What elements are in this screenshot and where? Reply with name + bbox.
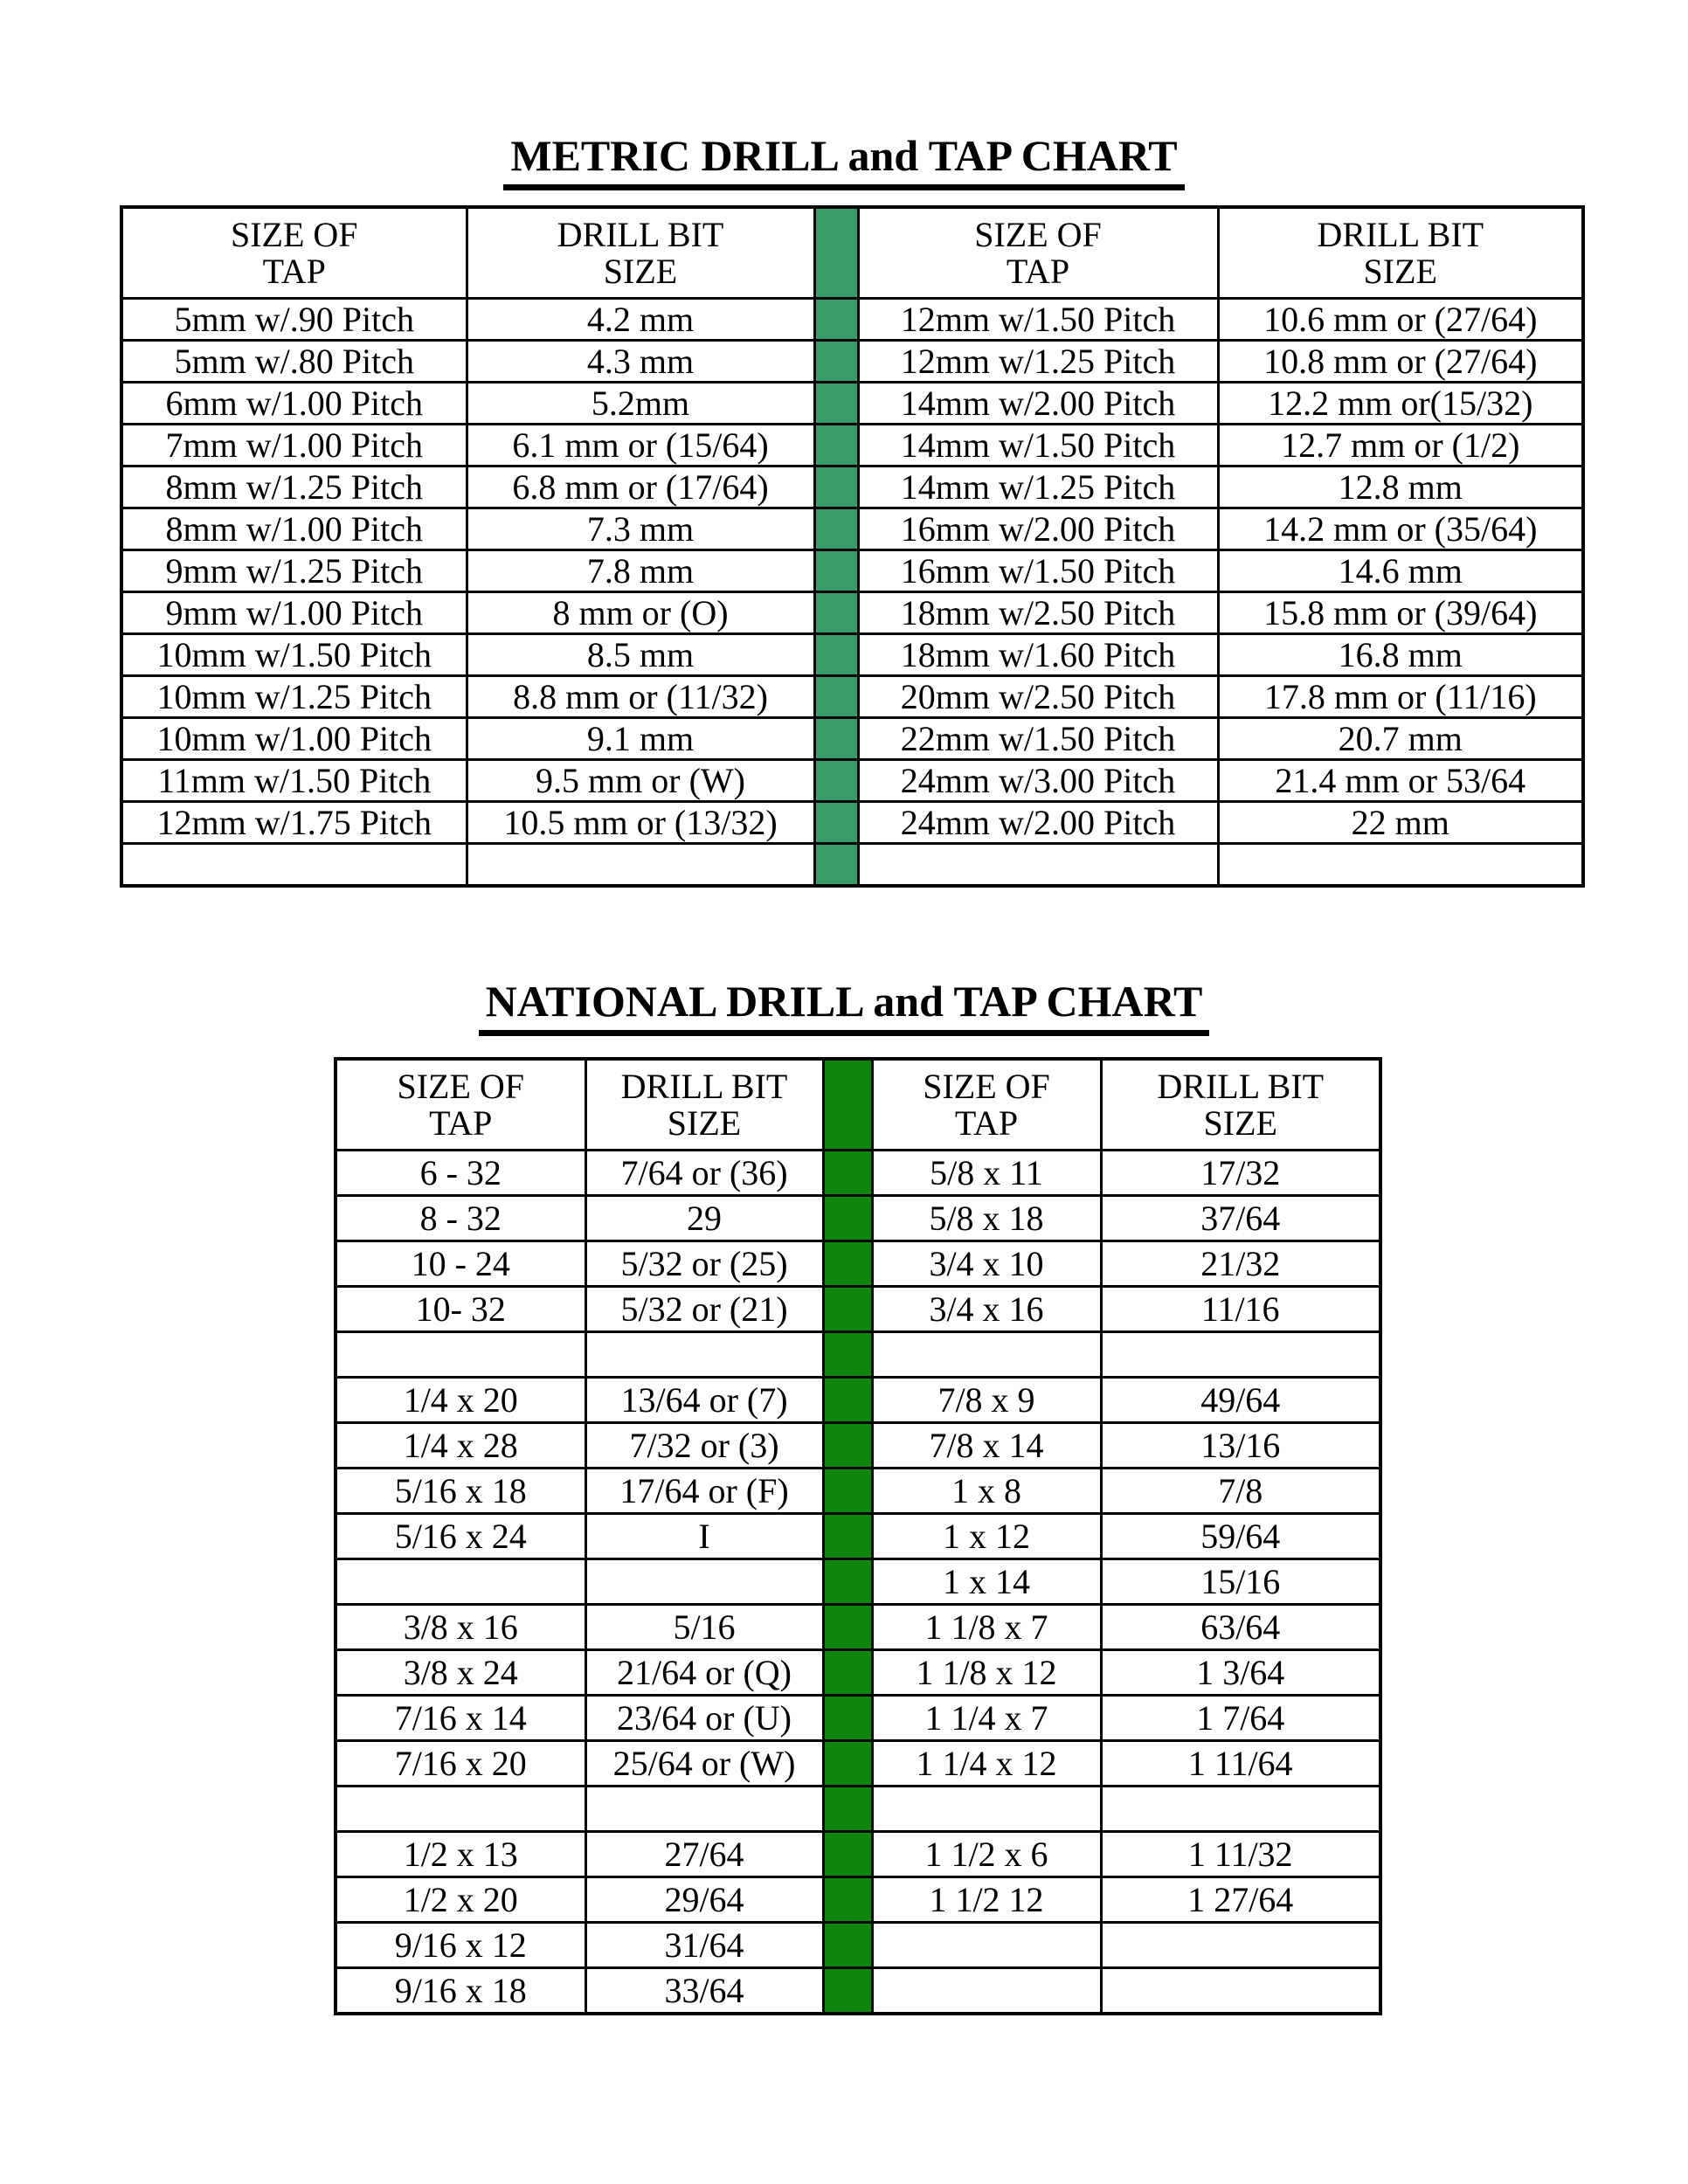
separator-cell bbox=[814, 341, 858, 383]
table-row bbox=[336, 1923, 1380, 1968]
tap-size-cell: 14mm w/1.25 Pitch bbox=[858, 467, 1218, 508]
header-line: SIZE OF bbox=[923, 1066, 1050, 1106]
tap-size-cell: 12mm w/1.50 Pitch bbox=[858, 299, 1218, 341]
separator-cell bbox=[823, 1696, 872, 1741]
separator-cell bbox=[823, 1968, 872, 2015]
drill-bit-size-cell: 27/64 bbox=[585, 1832, 823, 1877]
table-row bbox=[336, 1287, 1380, 1332]
separator-cell bbox=[823, 1514, 872, 1559]
separator-cell bbox=[823, 1469, 872, 1514]
separator-cell bbox=[814, 508, 858, 550]
tap-size-cell: 3/8 x 16 bbox=[336, 1605, 585, 1650]
drill-bit-size-cell: 21/64 or (Q) bbox=[585, 1650, 823, 1696]
tap-size-header bbox=[858, 207, 1218, 299]
separator-cell bbox=[814, 676, 858, 718]
tap-size-cell: 7mm w/1.00 Pitch bbox=[121, 425, 467, 467]
table-row bbox=[121, 676, 1583, 718]
header-line: TAP bbox=[1006, 251, 1070, 291]
table-row bbox=[121, 634, 1583, 676]
tap-size-cell: 22mm w/1.50 Pitch bbox=[858, 718, 1218, 760]
drill-bit-size-cell: 6.1 mm or (15/64) bbox=[467, 425, 814, 467]
drill-bit-size-cell: 10.6 mm or (27/64) bbox=[1218, 299, 1583, 341]
drill-bit-size-cell: 29/64 bbox=[585, 1877, 823, 1923]
drill-bit-size-cell: 17/64 or (F) bbox=[585, 1469, 823, 1514]
drill-bit-size-cell: 12.8 mm bbox=[1218, 467, 1583, 508]
separator-cell bbox=[814, 802, 858, 844]
header-line: SIZE OF bbox=[974, 214, 1102, 254]
drill-bit-size-cell: 1 3/64 bbox=[1101, 1650, 1380, 1696]
separator-cell bbox=[814, 425, 858, 467]
tap-size-cell bbox=[872, 1787, 1101, 1832]
drill-bit-size-cell: 25/64 or (W) bbox=[585, 1741, 823, 1787]
separator-cell bbox=[814, 844, 858, 887]
drill-bit-size-cell bbox=[1218, 844, 1583, 887]
table-row bbox=[336, 1241, 1380, 1287]
tap-size-cell: 9mm w/1.00 Pitch bbox=[121, 592, 467, 634]
tap-size-cell: 14mm w/1.50 Pitch bbox=[858, 425, 1218, 467]
drill-bit-size-cell bbox=[585, 1559, 823, 1605]
drill-bit-size-cell: 29 bbox=[585, 1196, 823, 1241]
table-row bbox=[121, 383, 1583, 425]
drill-bit-size-cell: 1 7/64 bbox=[1101, 1696, 1380, 1741]
tap-size-cell: 10- 32 bbox=[336, 1287, 585, 1332]
table-row bbox=[336, 1650, 1380, 1696]
tap-size-cell: 5mm w/.90 Pitch bbox=[121, 299, 467, 341]
tap-size-cell bbox=[336, 1332, 585, 1378]
drill-bit-size-cell: 5/32 or (25) bbox=[585, 1241, 823, 1287]
drill-bit-size-cell: 16.8 mm bbox=[1218, 634, 1583, 676]
drill-bit-size-cell: 31/64 bbox=[585, 1923, 823, 1968]
tap-size-cell: 16mm w/1.50 Pitch bbox=[858, 550, 1218, 592]
metric-chart-title-text: METRIC DRILL and TAP CHART bbox=[503, 131, 1184, 190]
drill-bit-size-cell: 8.5 mm bbox=[467, 634, 814, 676]
separator-cell bbox=[814, 718, 858, 760]
tap-size-cell: 3/4 x 10 bbox=[872, 1241, 1101, 1287]
drill-bit-size-cell: 6.8 mm or (17/64) bbox=[467, 467, 814, 508]
table-row bbox=[336, 1877, 1380, 1923]
metric-header-row bbox=[121, 207, 1583, 299]
drill-bit-size-header bbox=[1101, 1059, 1380, 1151]
header-line: SIZE OF bbox=[230, 214, 358, 254]
table-row bbox=[336, 1832, 1380, 1877]
tap-size-header bbox=[121, 207, 467, 299]
table-row bbox=[336, 1741, 1380, 1787]
tap-size-cell: 5mm w/.80 Pitch bbox=[121, 341, 467, 383]
table-row bbox=[121, 844, 1583, 887]
tap-size-cell: 1 1/8 x 12 bbox=[872, 1650, 1101, 1696]
table-row bbox=[336, 1559, 1380, 1605]
drill-bit-size-cell: 63/64 bbox=[1101, 1605, 1380, 1650]
table-row bbox=[336, 1968, 1380, 2015]
table-row bbox=[336, 1423, 1380, 1469]
drill-bit-size-cell: 7.3 mm bbox=[467, 508, 814, 550]
metric-drill-tap-table bbox=[120, 205, 1585, 888]
header-line: DRILL BIT bbox=[620, 1066, 788, 1106]
table-row bbox=[121, 508, 1583, 550]
table-row bbox=[121, 299, 1583, 341]
separator-cell bbox=[823, 1923, 872, 1968]
drill-bit-size-cell: 37/64 bbox=[1101, 1196, 1380, 1241]
tap-size-cell bbox=[858, 844, 1218, 887]
tap-size-cell: 6mm w/1.00 Pitch bbox=[121, 383, 467, 425]
metric-chart-title bbox=[0, 131, 1688, 190]
table-row bbox=[121, 467, 1583, 508]
national-chart-title-text: NATIONAL DRILL and TAP CHART bbox=[479, 977, 1210, 1036]
separator-cell bbox=[823, 1559, 872, 1605]
separator-cell bbox=[823, 1605, 872, 1650]
tap-size-cell: 3/8 x 24 bbox=[336, 1650, 585, 1696]
tap-size-cell: 1/2 x 20 bbox=[336, 1877, 585, 1923]
drill-bit-size-cell: 13/16 bbox=[1101, 1423, 1380, 1469]
header-line: DRILL BIT bbox=[1317, 214, 1484, 254]
table-row bbox=[336, 1469, 1380, 1514]
drill-bit-size-cell: 20.7 mm bbox=[1218, 718, 1583, 760]
separator-cell bbox=[823, 1423, 872, 1469]
separator-cell bbox=[814, 383, 858, 425]
tap-size-cell: 1 1/4 x 7 bbox=[872, 1696, 1101, 1741]
tap-size-cell: 8mm w/1.00 Pitch bbox=[121, 508, 467, 550]
drill-bit-size-cell: 10.8 mm or (27/64) bbox=[1218, 341, 1583, 383]
tap-size-cell: 7/16 x 14 bbox=[336, 1696, 585, 1741]
separator-cell bbox=[814, 592, 858, 634]
tap-size-header bbox=[336, 1059, 585, 1151]
tap-size-cell: 1 1/2 x 6 bbox=[872, 1832, 1101, 1877]
header-line: SIZE bbox=[603, 251, 678, 291]
separator-cell bbox=[823, 1287, 872, 1332]
drill-bit-size-cell bbox=[1101, 1787, 1380, 1832]
tap-size-cell: 1/4 x 28 bbox=[336, 1423, 585, 1469]
separator-cell bbox=[823, 1741, 872, 1787]
tap-size-cell: 11mm w/1.50 Pitch bbox=[121, 760, 467, 802]
drill-bit-size-cell: 11/16 bbox=[1101, 1287, 1380, 1332]
tap-size-cell: 7/8 x 9 bbox=[872, 1378, 1101, 1423]
tap-size-cell: 3/4 x 16 bbox=[872, 1287, 1101, 1332]
drill-bit-size-cell: 49/64 bbox=[1101, 1378, 1380, 1423]
tap-size-cell bbox=[872, 1923, 1101, 1968]
drill-bit-size-cell: 23/64 or (U) bbox=[585, 1696, 823, 1741]
drill-bit-size-cell: 9.1 mm bbox=[467, 718, 814, 760]
separator-cell bbox=[823, 1650, 872, 1696]
separator-cell bbox=[823, 1877, 872, 1923]
tap-size-cell: 1/4 x 20 bbox=[336, 1378, 585, 1423]
tap-size-cell: 18mm w/1.60 Pitch bbox=[858, 634, 1218, 676]
drill-bit-size-cell: 1 11/32 bbox=[1101, 1832, 1380, 1877]
national-header-row bbox=[336, 1059, 1380, 1151]
drill-bit-size-cell: 14.2 mm or (35/64) bbox=[1218, 508, 1583, 550]
separator-cell bbox=[823, 1832, 872, 1877]
table-row bbox=[121, 592, 1583, 634]
table-row bbox=[336, 1696, 1380, 1741]
tap-size-cell: 16mm w/2.00 Pitch bbox=[858, 508, 1218, 550]
drill-bit-size-cell bbox=[585, 1332, 823, 1378]
drill-bit-size-cell: 7/8 bbox=[1101, 1469, 1380, 1514]
table-row bbox=[121, 425, 1583, 467]
national-drill-tap-table bbox=[334, 1057, 1382, 2015]
drill-bit-size-cell: 7/64 or (36) bbox=[585, 1151, 823, 1196]
drill-bit-size-cell: 22 mm bbox=[1218, 802, 1583, 844]
drill-bit-size-cell: 15/16 bbox=[1101, 1559, 1380, 1605]
separator-cell bbox=[823, 1332, 872, 1378]
drill-bit-size-cell: 15.8 mm or (39/64) bbox=[1218, 592, 1583, 634]
drill-bit-size-cell bbox=[1101, 1968, 1380, 2015]
tap-size-cell: 1 1/2 12 bbox=[872, 1877, 1101, 1923]
drill-bit-size-cell: 5/32 or (21) bbox=[585, 1287, 823, 1332]
tap-size-cell: 5/8 x 18 bbox=[872, 1196, 1101, 1241]
tap-size-cell: 10 - 24 bbox=[336, 1241, 585, 1287]
drill-bit-size-cell: 8 mm or (O) bbox=[467, 592, 814, 634]
separator-cell bbox=[823, 1151, 872, 1196]
drill-bit-size-cell: 13/64 or (7) bbox=[585, 1378, 823, 1423]
separator-cell bbox=[814, 299, 858, 341]
table-row bbox=[336, 1332, 1380, 1378]
header-line: TAP bbox=[429, 1102, 493, 1143]
drill-bit-size-cell: 8.8 mm or (11/32) bbox=[467, 676, 814, 718]
separator-cell bbox=[814, 760, 858, 802]
drill-bit-size-cell: 12.7 mm or (1/2) bbox=[1218, 425, 1583, 467]
drill-bit-size-cell: 10.5 mm or (13/32) bbox=[467, 802, 814, 844]
table-row bbox=[121, 802, 1583, 844]
tap-size-cell: 1 1/8 x 7 bbox=[872, 1605, 1101, 1650]
header-line: SIZE bbox=[1363, 251, 1437, 291]
table-row bbox=[336, 1196, 1380, 1241]
separator-cell bbox=[823, 1787, 872, 1832]
tap-size-cell bbox=[872, 1968, 1101, 2015]
drill-bit-size-cell bbox=[1101, 1923, 1380, 1968]
drill-bit-size-cell: 7/32 or (3) bbox=[585, 1423, 823, 1469]
header-line: SIZE OF bbox=[397, 1066, 525, 1106]
tap-size-cell: 10mm w/1.25 Pitch bbox=[121, 676, 467, 718]
table-row bbox=[336, 1514, 1380, 1559]
tap-size-cell bbox=[336, 1787, 585, 1832]
tap-size-cell: 20mm w/2.50 Pitch bbox=[858, 676, 1218, 718]
tap-size-cell: 24mm w/2.00 Pitch bbox=[858, 802, 1218, 844]
drill-bit-size-cell: 33/64 bbox=[585, 1968, 823, 2015]
tap-size-cell: 1 1/4 x 12 bbox=[872, 1741, 1101, 1787]
drill-bit-size-cell bbox=[585, 1787, 823, 1832]
tap-size-cell: 12mm w/1.75 Pitch bbox=[121, 802, 467, 844]
drill-bit-size-cell: 17.8 mm or (11/16) bbox=[1218, 676, 1583, 718]
drill-bit-size-cell: 21/32 bbox=[1101, 1241, 1380, 1287]
header-line: TAP bbox=[262, 251, 326, 291]
tap-size-cell: 9/16 x 12 bbox=[336, 1923, 585, 1968]
drill-bit-size-cell: 21.4 mm or 53/64 bbox=[1218, 760, 1583, 802]
tap-size-cell: 10mm w/1.50 Pitch bbox=[121, 634, 467, 676]
separator-cell bbox=[814, 467, 858, 508]
drill-bit-size-cell: 7.8 mm bbox=[467, 550, 814, 592]
separator-column-header bbox=[814, 207, 858, 299]
table-row bbox=[336, 1605, 1380, 1650]
table-row bbox=[336, 1151, 1380, 1196]
table-row bbox=[121, 341, 1583, 383]
tap-size-cell: 1/2 x 13 bbox=[336, 1832, 585, 1877]
tap-size-cell: 14mm w/2.00 Pitch bbox=[858, 383, 1218, 425]
tap-size-cell: 5/8 x 11 bbox=[872, 1151, 1101, 1196]
table-row bbox=[121, 550, 1583, 592]
drill-bit-size-cell: 4.2 mm bbox=[467, 299, 814, 341]
tap-size-cell: 1 x 12 bbox=[872, 1514, 1101, 1559]
drill-bit-size-cell: 1 27/64 bbox=[1101, 1877, 1380, 1923]
separator-cell bbox=[823, 1378, 872, 1423]
tap-size-cell: 1 x 8 bbox=[872, 1469, 1101, 1514]
header-line: SIZE bbox=[667, 1102, 742, 1143]
header-line: TAP bbox=[954, 1102, 1019, 1143]
tap-size-cell: 5/16 x 24 bbox=[336, 1514, 585, 1559]
tap-size-cell: 24mm w/3.00 Pitch bbox=[858, 760, 1218, 802]
header-line: DRILL BIT bbox=[1157, 1066, 1325, 1106]
drill-bit-size-cell: 17/32 bbox=[1101, 1151, 1380, 1196]
tap-size-cell: 5/16 x 18 bbox=[336, 1469, 585, 1514]
tap-size-cell: 9/16 x 18 bbox=[336, 1968, 585, 2015]
tap-size-cell: 8 - 32 bbox=[336, 1196, 585, 1241]
tap-size-cell: 6 - 32 bbox=[336, 1151, 585, 1196]
drill-bit-size-cell: 1 11/64 bbox=[1101, 1741, 1380, 1787]
tap-size-cell: 9mm w/1.25 Pitch bbox=[121, 550, 467, 592]
drill-bit-size-cell: 9.5 mm or (W) bbox=[467, 760, 814, 802]
tap-size-cell: 7/8 x 14 bbox=[872, 1423, 1101, 1469]
table-row bbox=[121, 718, 1583, 760]
table-row bbox=[336, 1787, 1380, 1832]
tap-size-cell: 10mm w/1.00 Pitch bbox=[121, 718, 467, 760]
tap-size-cell bbox=[336, 1559, 585, 1605]
drill-bit-size-header bbox=[585, 1059, 823, 1151]
tap-size-cell: 1 x 14 bbox=[872, 1559, 1101, 1605]
tap-size-cell: 7/16 x 20 bbox=[336, 1741, 585, 1787]
drill-bit-size-cell: 5.2mm bbox=[467, 383, 814, 425]
tap-size-cell: 12mm w/1.25 Pitch bbox=[858, 341, 1218, 383]
tap-size-header bbox=[872, 1059, 1101, 1151]
tap-size-cell bbox=[872, 1332, 1101, 1378]
tap-size-cell: 18mm w/2.50 Pitch bbox=[858, 592, 1218, 634]
drill-bit-size-cell: 5/16 bbox=[585, 1605, 823, 1650]
drill-bit-size-header bbox=[1218, 207, 1583, 299]
table-row bbox=[121, 760, 1583, 802]
table-row bbox=[336, 1378, 1380, 1423]
drill-bit-size-header bbox=[467, 207, 814, 299]
separator-column-header bbox=[823, 1059, 872, 1151]
drill-bit-size-cell: 4.3 mm bbox=[467, 341, 814, 383]
national-chart-title bbox=[0, 977, 1688, 1036]
separator-cell bbox=[823, 1196, 872, 1241]
drill-bit-size-cell: 14.6 mm bbox=[1218, 550, 1583, 592]
separator-cell bbox=[814, 550, 858, 592]
drill-bit-size-cell: 59/64 bbox=[1101, 1514, 1380, 1559]
drill-bit-size-cell: I bbox=[585, 1514, 823, 1559]
header-line: SIZE bbox=[1203, 1102, 1277, 1143]
drill-bit-size-cell bbox=[467, 844, 814, 887]
drill-bit-size-cell: 12.2 mm or(15/32) bbox=[1218, 383, 1583, 425]
separator-cell bbox=[814, 634, 858, 676]
tap-size-cell: 8mm w/1.25 Pitch bbox=[121, 467, 467, 508]
header-line: DRILL BIT bbox=[557, 214, 724, 254]
drill-bit-size-cell bbox=[1101, 1332, 1380, 1378]
tap-size-cell bbox=[121, 844, 467, 887]
separator-cell bbox=[823, 1241, 872, 1287]
